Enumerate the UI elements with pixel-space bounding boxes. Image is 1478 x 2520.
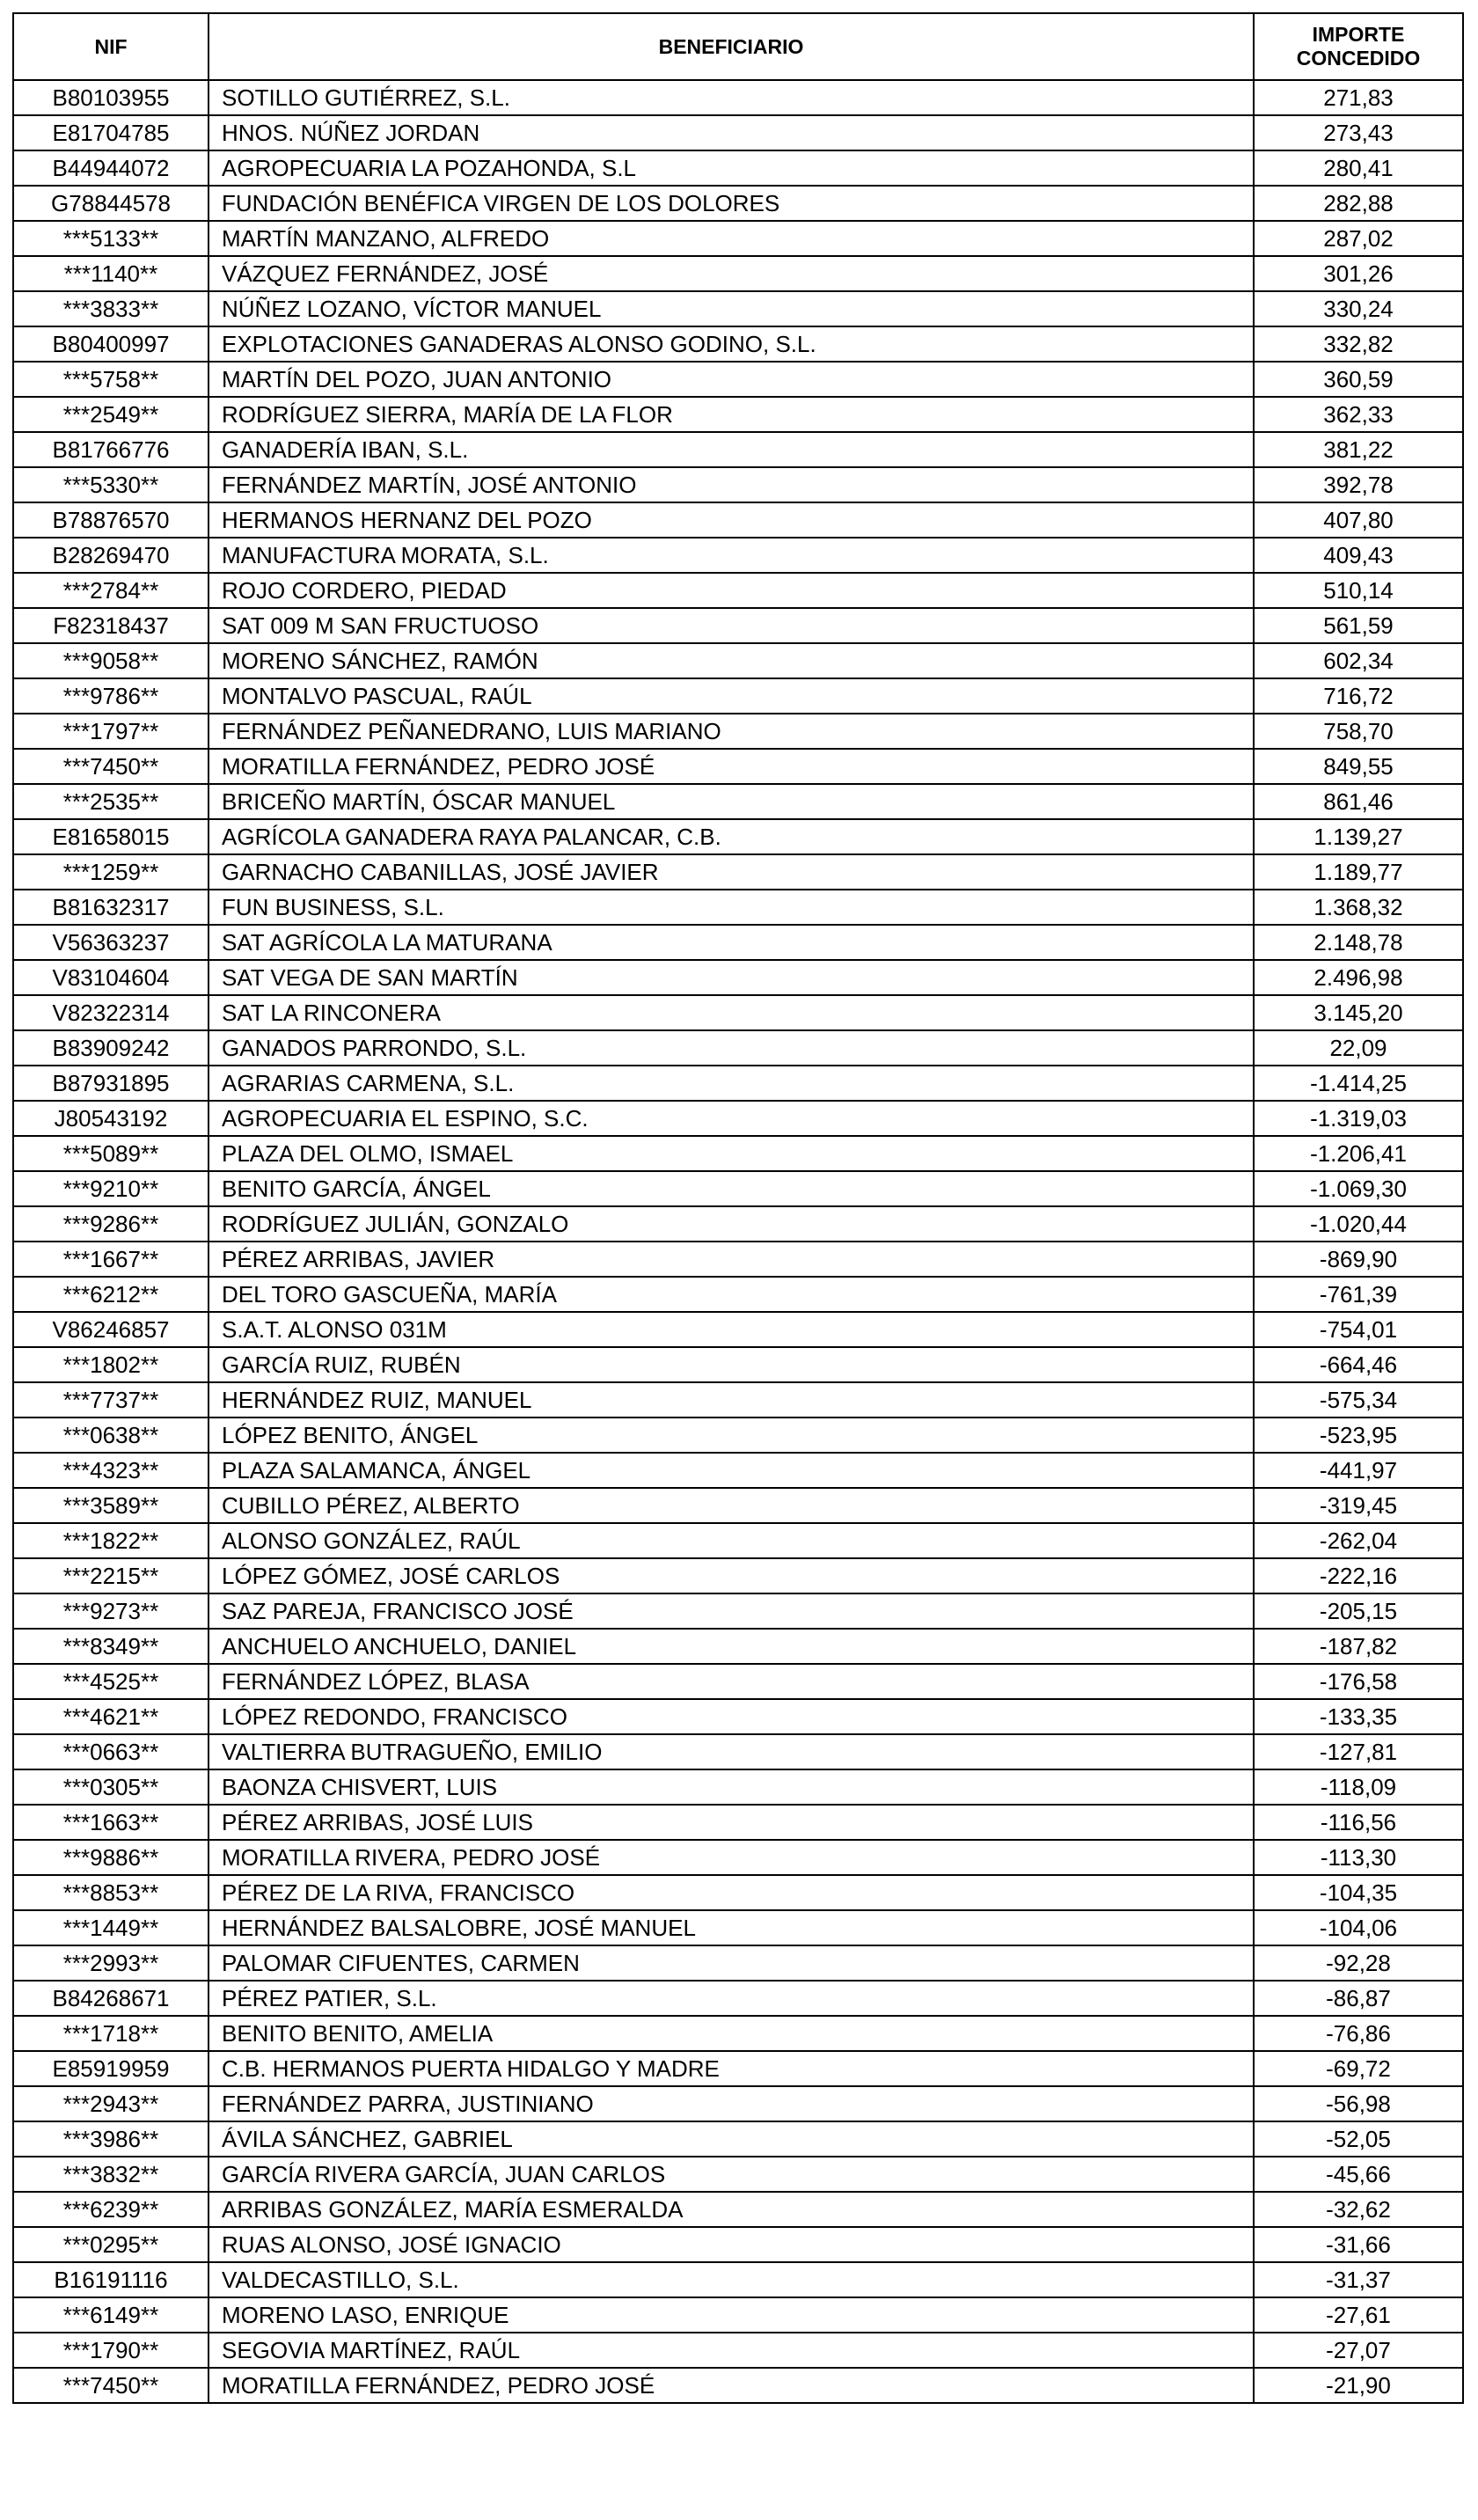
nif-cell: ***5758** bbox=[13, 362, 209, 397]
beneficiario-cell: EXPLOTACIONES GANADERAS ALONSO GODINO, S.L. bbox=[209, 326, 1254, 362]
nif-cell: E81704785 bbox=[13, 115, 209, 150]
beneficiario-cell: FERNÁNDEZ MARTÍN, JOSÉ ANTONIO bbox=[209, 467, 1254, 502]
nif-cell: B81632317 bbox=[13, 890, 209, 925]
importe-cell: 849,55 bbox=[1254, 749, 1463, 784]
nif-cell: V83104604 bbox=[13, 960, 209, 995]
table-row bbox=[13, 1805, 1463, 1840]
importe-cell: -205,15 bbox=[1254, 1593, 1463, 1629]
table-row bbox=[13, 643, 1463, 678]
table-row bbox=[13, 150, 1463, 186]
table-row bbox=[13, 326, 1463, 362]
nif-cell: ***6149** bbox=[13, 2297, 209, 2333]
importe-cell: -1.206,41 bbox=[1254, 1136, 1463, 1171]
importe-cell: -118,09 bbox=[1254, 1769, 1463, 1805]
nif-cell: ***1718** bbox=[13, 2016, 209, 2051]
nif-cell: ***7737** bbox=[13, 1382, 209, 1418]
importe-cell: -664,46 bbox=[1254, 1347, 1463, 1382]
beneficiario-cell: ALONSO GONZÁLEZ, RAÚL bbox=[209, 1523, 1254, 1558]
beneficiario-cell: MORENO SÁNCHEZ, RAMÓN bbox=[209, 643, 1254, 678]
nif-cell: ***9058** bbox=[13, 643, 209, 678]
table-row bbox=[13, 890, 1463, 925]
importe-cell: -56,98 bbox=[1254, 2086, 1463, 2121]
beneficiario-cell: SAZ PAREJA, FRANCISCO JOSÉ bbox=[209, 1593, 1254, 1629]
importe-cell: 3.145,20 bbox=[1254, 995, 1463, 1030]
importe-cell: -116,56 bbox=[1254, 1805, 1463, 1840]
importe-cell: -441,97 bbox=[1254, 1453, 1463, 1488]
table-row bbox=[13, 397, 1463, 432]
nif-cell: ***1449** bbox=[13, 1910, 209, 1945]
beneficiario-cell: ROJO CORDERO, PIEDAD bbox=[209, 573, 1254, 608]
beneficiario-cell: GANADERÍA IBAN, S.L. bbox=[209, 432, 1254, 467]
beneficiaries-table bbox=[12, 12, 1464, 2404]
nif-cell: ***1822** bbox=[13, 1523, 209, 1558]
table-row bbox=[13, 80, 1463, 115]
beneficiario-cell: ANCHUELO ANCHUELO, DANIEL bbox=[209, 1629, 1254, 1664]
beneficiario-cell: GARNACHO CABANILLAS, JOSÉ JAVIER bbox=[209, 854, 1254, 890]
beneficiario-cell: AGROPECUARIA LA POZAHONDA, S.L bbox=[209, 150, 1254, 186]
importe-cell: -27,07 bbox=[1254, 2333, 1463, 2368]
table-row bbox=[13, 925, 1463, 960]
beneficiario-cell: CUBILLO PÉREZ, ALBERTO bbox=[209, 1488, 1254, 1523]
beneficiario-cell: DEL TORO GASCUEÑA, MARÍA bbox=[209, 1277, 1254, 1312]
beneficiario-cell: PÉREZ PATIER, S.L. bbox=[209, 1981, 1254, 2016]
beneficiario-cell: FERNÁNDEZ PARRA, JUSTINIANO bbox=[209, 2086, 1254, 2121]
nif-cell: ***3986** bbox=[13, 2121, 209, 2157]
beneficiario-cell: SAT AGRÍCOLA LA MATURANA bbox=[209, 925, 1254, 960]
nif-cell: ***0295** bbox=[13, 2227, 209, 2262]
importe-cell: -1.020,44 bbox=[1254, 1206, 1463, 1242]
table-row bbox=[13, 2086, 1463, 2121]
nif-cell: ***6239** bbox=[13, 2192, 209, 2227]
beneficiario-cell: LÓPEZ REDONDO, FRANCISCO bbox=[209, 1699, 1254, 1734]
nif-cell: F82318437 bbox=[13, 608, 209, 643]
table-row bbox=[13, 115, 1463, 150]
header-beneficiario: BENEFICIARIO bbox=[209, 13, 1254, 80]
nif-cell: ***5133** bbox=[13, 221, 209, 256]
beneficiario-cell: SAT 009 M SAN FRUCTUOSO bbox=[209, 608, 1254, 643]
beneficiario-cell: GARCÍA RUIZ, RUBÉN bbox=[209, 1347, 1254, 1382]
beneficiario-cell: AGRARIAS CARMENA, S.L. bbox=[209, 1066, 1254, 1101]
importe-cell: -1.069,30 bbox=[1254, 1171, 1463, 1206]
beneficiario-cell: PLAZA SALAMANCA, ÁNGEL bbox=[209, 1453, 1254, 1488]
nif-cell: ***9886** bbox=[13, 1840, 209, 1875]
table-row bbox=[13, 432, 1463, 467]
table-row bbox=[13, 2297, 1463, 2333]
nif-cell: ***1140** bbox=[13, 256, 209, 291]
beneficiario-cell: VÁZQUEZ FERNÁNDEZ, JOSÉ bbox=[209, 256, 1254, 291]
nif-cell: B80103955 bbox=[13, 80, 209, 115]
nif-cell: ***5089** bbox=[13, 1136, 209, 1171]
table-row bbox=[13, 2051, 1463, 2086]
importe-cell: -104,06 bbox=[1254, 1910, 1463, 1945]
nif-cell: ***4323** bbox=[13, 1453, 209, 1488]
nif-cell: ***4621** bbox=[13, 1699, 209, 1734]
beneficiario-cell: S.A.T. ALONSO 031M bbox=[209, 1312, 1254, 1347]
table-row bbox=[13, 2121, 1463, 2157]
importe-cell: -523,95 bbox=[1254, 1418, 1463, 1453]
importe-cell: -32,62 bbox=[1254, 2192, 1463, 2227]
importe-cell: 1.189,77 bbox=[1254, 854, 1463, 890]
beneficiario-cell: MORATILLA FERNÁNDEZ, PEDRO JOSÉ bbox=[209, 749, 1254, 784]
nif-cell: J80543192 bbox=[13, 1101, 209, 1136]
beneficiario-cell: HNOS. NÚÑEZ JORDAN bbox=[209, 115, 1254, 150]
nif-cell: ***7450** bbox=[13, 2368, 209, 2403]
nif-cell: ***1797** bbox=[13, 714, 209, 749]
table-row bbox=[13, 784, 1463, 819]
nif-cell: B78876570 bbox=[13, 502, 209, 538]
importe-cell: -187,82 bbox=[1254, 1629, 1463, 1664]
beneficiario-cell: BENITO BENITO, AMELIA bbox=[209, 2016, 1254, 2051]
importe-cell: 271,83 bbox=[1254, 80, 1463, 115]
table-row bbox=[13, 1664, 1463, 1699]
table-row bbox=[13, 362, 1463, 397]
importe-cell: 287,02 bbox=[1254, 221, 1463, 256]
importe-cell: 381,22 bbox=[1254, 432, 1463, 467]
table-row bbox=[13, 1981, 1463, 2016]
importe-cell: 392,78 bbox=[1254, 467, 1463, 502]
beneficiario-cell: PÉREZ ARRIBAS, JOSÉ LUIS bbox=[209, 1805, 1254, 1840]
nif-cell: ***5330** bbox=[13, 467, 209, 502]
importe-cell: -133,35 bbox=[1254, 1699, 1463, 1734]
beneficiario-cell: MORENO LASO, ENRIQUE bbox=[209, 2297, 1254, 2333]
importe-cell: -262,04 bbox=[1254, 1523, 1463, 1558]
table-row bbox=[13, 291, 1463, 326]
table-row bbox=[13, 1593, 1463, 1629]
document-page bbox=[12, 12, 1462, 2404]
importe-cell: 602,34 bbox=[1254, 643, 1463, 678]
table-row bbox=[13, 1382, 1463, 1418]
importe-cell: -113,30 bbox=[1254, 1840, 1463, 1875]
beneficiario-cell: FUN BUSINESS, S.L. bbox=[209, 890, 1254, 925]
table-row bbox=[13, 1558, 1463, 1593]
importe-cell: 1.368,32 bbox=[1254, 890, 1463, 925]
nif-cell: ***8349** bbox=[13, 1629, 209, 1664]
importe-cell: -76,86 bbox=[1254, 2016, 1463, 2051]
table-row bbox=[13, 1418, 1463, 1453]
beneficiario-cell: BAONZA CHISVERT, LUIS bbox=[209, 1769, 1254, 1805]
beneficiario-cell: MONTALVO PASCUAL, RAÚL bbox=[209, 678, 1254, 714]
nif-cell: ***2535** bbox=[13, 784, 209, 819]
table-row bbox=[13, 1945, 1463, 1981]
table-row bbox=[13, 995, 1463, 1030]
nif-cell: ***1802** bbox=[13, 1347, 209, 1382]
importe-cell: -27,61 bbox=[1254, 2297, 1463, 2333]
importe-cell: -1.319,03 bbox=[1254, 1101, 1463, 1136]
beneficiario-cell: HERNÁNDEZ RUIZ, MANUEL bbox=[209, 1382, 1254, 1418]
nif-cell: ***3589** bbox=[13, 1488, 209, 1523]
nif-cell: ***3833** bbox=[13, 291, 209, 326]
beneficiario-cell: HERNÁNDEZ BALSALOBRE, JOSÉ MANUEL bbox=[209, 1910, 1254, 1945]
nif-cell: V86246857 bbox=[13, 1312, 209, 1347]
table-row bbox=[13, 538, 1463, 573]
importe-cell: 758,70 bbox=[1254, 714, 1463, 749]
table-row bbox=[13, 1523, 1463, 1558]
table-row bbox=[13, 2368, 1463, 2403]
importe-cell: 362,33 bbox=[1254, 397, 1463, 432]
nif-cell: ***1790** bbox=[13, 2333, 209, 2368]
nif-cell: ***9286** bbox=[13, 1206, 209, 1242]
importe-cell: 409,43 bbox=[1254, 538, 1463, 573]
table-row bbox=[13, 2333, 1463, 2368]
nif-cell: G78844578 bbox=[13, 186, 209, 221]
table-row bbox=[13, 1699, 1463, 1734]
nif-cell: B87931895 bbox=[13, 1066, 209, 1101]
table-row bbox=[13, 608, 1463, 643]
header-importe bbox=[1254, 13, 1463, 80]
importe-cell: 282,88 bbox=[1254, 186, 1463, 221]
importe-cell: -754,01 bbox=[1254, 1312, 1463, 1347]
importe-cell: -319,45 bbox=[1254, 1488, 1463, 1523]
nif-cell: ***2943** bbox=[13, 2086, 209, 2121]
nif-cell: ***0305** bbox=[13, 1769, 209, 1805]
nif-cell: ***9786** bbox=[13, 678, 209, 714]
beneficiario-cell: FERNÁNDEZ PEÑANEDRANO, LUIS MARIANO bbox=[209, 714, 1254, 749]
table-row bbox=[13, 678, 1463, 714]
table-row bbox=[13, 1734, 1463, 1769]
table-row bbox=[13, 1629, 1463, 1664]
table-row bbox=[13, 573, 1463, 608]
nif-cell: B81766776 bbox=[13, 432, 209, 467]
nif-cell: ***3832** bbox=[13, 2157, 209, 2192]
importe-cell: -69,72 bbox=[1254, 2051, 1463, 2086]
table-row bbox=[13, 1840, 1463, 1875]
beneficiario-cell: BENITO GARCÍA, ÁNGEL bbox=[209, 1171, 1254, 1206]
nif-cell: V56363237 bbox=[13, 925, 209, 960]
beneficiario-cell: RUAS ALONSO, JOSÉ IGNACIO bbox=[209, 2227, 1254, 2262]
beneficiario-cell: SEGOVIA MARTÍNEZ, RAÚL bbox=[209, 2333, 1254, 2368]
importe-cell: -31,37 bbox=[1254, 2262, 1463, 2297]
nif-cell: ***8853** bbox=[13, 1875, 209, 1910]
table-row bbox=[13, 221, 1463, 256]
table-row bbox=[13, 186, 1463, 221]
table-row bbox=[13, 2227, 1463, 2262]
importe-cell: 2.496,98 bbox=[1254, 960, 1463, 995]
table-row bbox=[13, 467, 1463, 502]
table-row bbox=[13, 714, 1463, 749]
importe-cell: -761,39 bbox=[1254, 1277, 1463, 1312]
nif-cell: ***4525** bbox=[13, 1664, 209, 1699]
nif-cell: B28269470 bbox=[13, 538, 209, 573]
nif-cell: B84268671 bbox=[13, 1981, 209, 2016]
importe-cell: -869,90 bbox=[1254, 1242, 1463, 1277]
importe-cell: -86,87 bbox=[1254, 1981, 1463, 2016]
beneficiario-cell: RODRÍGUEZ JULIÁN, GONZALO bbox=[209, 1206, 1254, 1242]
table-row bbox=[13, 1206, 1463, 1242]
beneficiario-cell: LÓPEZ GÓMEZ, JOSÉ CARLOS bbox=[209, 1558, 1254, 1593]
beneficiario-cell: C.B. HERMANOS PUERTA HIDALGO Y MADRE bbox=[209, 2051, 1254, 2086]
beneficiario-cell: AGROPECUARIA EL ESPINO, S.C. bbox=[209, 1101, 1254, 1136]
table-body bbox=[13, 80, 1463, 2403]
beneficiario-cell: PLAZA DEL OLMO, ISMAEL bbox=[209, 1136, 1254, 1171]
importe-cell: -21,90 bbox=[1254, 2368, 1463, 2403]
beneficiario-cell: MORATILLA FERNÁNDEZ, PEDRO JOSÉ bbox=[209, 2368, 1254, 2403]
table-row bbox=[13, 1910, 1463, 1945]
beneficiario-cell: BRICEÑO MARTÍN, ÓSCAR MANUEL bbox=[209, 784, 1254, 819]
beneficiario-cell: LÓPEZ BENITO, ÁNGEL bbox=[209, 1418, 1254, 1453]
nif-cell: ***0638** bbox=[13, 1418, 209, 1453]
table-row bbox=[13, 1136, 1463, 1171]
importe-cell: -104,35 bbox=[1254, 1875, 1463, 1910]
nif-cell: ***6212** bbox=[13, 1277, 209, 1312]
nif-cell: B16191116 bbox=[13, 2262, 209, 2297]
table-row bbox=[13, 854, 1463, 890]
beneficiario-cell: SAT LA RINCONERA bbox=[209, 995, 1254, 1030]
importe-cell: 861,46 bbox=[1254, 784, 1463, 819]
beneficiario-cell: MARTÍN MANZANO, ALFREDO bbox=[209, 221, 1254, 256]
header-importe-line1: IMPORTE bbox=[1312, 23, 1405, 46]
nif-cell: ***0663** bbox=[13, 1734, 209, 1769]
importe-cell: 332,82 bbox=[1254, 326, 1463, 362]
importe-cell: -222,16 bbox=[1254, 1558, 1463, 1593]
importe-cell: 360,59 bbox=[1254, 362, 1463, 397]
nif-cell: ***1663** bbox=[13, 1805, 209, 1840]
importe-cell: 280,41 bbox=[1254, 150, 1463, 186]
table-row bbox=[13, 2262, 1463, 2297]
beneficiario-cell: GANADOS PARRONDO, S.L. bbox=[209, 1030, 1254, 1066]
table-row bbox=[13, 502, 1463, 538]
table-header bbox=[13, 13, 1463, 80]
importe-cell: 561,59 bbox=[1254, 608, 1463, 643]
importe-cell: 273,43 bbox=[1254, 115, 1463, 150]
importe-cell: -1.414,25 bbox=[1254, 1066, 1463, 1101]
nif-cell: V82322314 bbox=[13, 995, 209, 1030]
beneficiario-cell: SOTILLO GUTIÉRREZ, S.L. bbox=[209, 80, 1254, 115]
table-row bbox=[13, 1453, 1463, 1488]
nif-cell: ***7450** bbox=[13, 749, 209, 784]
table-row bbox=[13, 1242, 1463, 1277]
nif-cell: ***2993** bbox=[13, 1945, 209, 1981]
beneficiario-cell: MARTÍN DEL POZO, JUAN ANTONIO bbox=[209, 362, 1254, 397]
table-row bbox=[13, 819, 1463, 854]
table-row bbox=[13, 960, 1463, 995]
beneficiario-cell: PALOMAR CIFUENTES, CARMEN bbox=[209, 1945, 1254, 1981]
importe-cell: -176,58 bbox=[1254, 1664, 1463, 1699]
table-row bbox=[13, 1101, 1463, 1136]
table-row bbox=[13, 1066, 1463, 1101]
beneficiario-cell: RODRÍGUEZ SIERRA, MARÍA DE LA FLOR bbox=[209, 397, 1254, 432]
nif-cell: B44944072 bbox=[13, 150, 209, 186]
nif-cell: ***2784** bbox=[13, 573, 209, 608]
nif-cell: ***1259** bbox=[13, 854, 209, 890]
table-row bbox=[13, 1488, 1463, 1523]
table-row bbox=[13, 2016, 1463, 2051]
nif-cell: ***2215** bbox=[13, 1558, 209, 1593]
importe-cell: -31,66 bbox=[1254, 2227, 1463, 2262]
beneficiario-cell: MORATILLA RIVERA, PEDRO JOSÉ bbox=[209, 1840, 1254, 1875]
table-row bbox=[13, 1769, 1463, 1805]
nif-cell: ***9273** bbox=[13, 1593, 209, 1629]
table-row bbox=[13, 1171, 1463, 1206]
beneficiario-cell: ARRIBAS GONZÁLEZ, MARÍA ESMERALDA bbox=[209, 2192, 1254, 2227]
importe-cell: -575,34 bbox=[1254, 1382, 1463, 1418]
beneficiario-cell: ÁVILA SÁNCHEZ, GABRIEL bbox=[209, 2121, 1254, 2157]
beneficiario-cell: PÉREZ DE LA RIVA, FRANCISCO bbox=[209, 1875, 1254, 1910]
importe-cell: 407,80 bbox=[1254, 502, 1463, 538]
nif-cell: ***1667** bbox=[13, 1242, 209, 1277]
beneficiario-cell: FUNDACIÓN BENÉFICA VIRGEN DE LOS DOLORES bbox=[209, 186, 1254, 221]
importe-cell: -92,28 bbox=[1254, 1945, 1463, 1981]
beneficiario-cell: SAT VEGA DE SAN MARTÍN bbox=[209, 960, 1254, 995]
importe-cell: 301,26 bbox=[1254, 256, 1463, 291]
beneficiario-cell: NÚÑEZ LOZANO, VÍCTOR MANUEL bbox=[209, 291, 1254, 326]
table-row bbox=[13, 2192, 1463, 2227]
table-row bbox=[13, 1312, 1463, 1347]
nif-cell: E85919959 bbox=[13, 2051, 209, 2086]
table-row bbox=[13, 1277, 1463, 1312]
beneficiario-cell: HERMANOS HERNANZ DEL POZO bbox=[209, 502, 1254, 538]
nif-cell: ***2549** bbox=[13, 397, 209, 432]
table-row bbox=[13, 1875, 1463, 1910]
nif-cell: B80400997 bbox=[13, 326, 209, 362]
nif-cell: ***9210** bbox=[13, 1171, 209, 1206]
nif-cell: B83909242 bbox=[13, 1030, 209, 1066]
beneficiario-cell: AGRÍCOLA GANADERA RAYA PALANCAR, C.B. bbox=[209, 819, 1254, 854]
header-row bbox=[13, 13, 1463, 80]
beneficiario-cell: MANUFACTURA MORATA, S.L. bbox=[209, 538, 1254, 573]
importe-cell: 22,09 bbox=[1254, 1030, 1463, 1066]
table-row bbox=[13, 256, 1463, 291]
importe-cell: -127,81 bbox=[1254, 1734, 1463, 1769]
beneficiario-cell: GARCÍA RIVERA GARCÍA, JUAN CARLOS bbox=[209, 2157, 1254, 2192]
importe-cell: 1.139,27 bbox=[1254, 819, 1463, 854]
importe-cell: -52,05 bbox=[1254, 2121, 1463, 2157]
importe-cell: 330,24 bbox=[1254, 291, 1463, 326]
header-importe-line2: CONCEDIDO bbox=[1296, 47, 1421, 70]
importe-cell: 716,72 bbox=[1254, 678, 1463, 714]
importe-cell: 2.148,78 bbox=[1254, 925, 1463, 960]
table-row bbox=[13, 2157, 1463, 2192]
table-row bbox=[13, 749, 1463, 784]
beneficiario-cell: PÉREZ ARRIBAS, JAVIER bbox=[209, 1242, 1254, 1277]
beneficiario-cell: VALDECASTILLO, S.L. bbox=[209, 2262, 1254, 2297]
table-row bbox=[13, 1347, 1463, 1382]
beneficiario-cell: FERNÁNDEZ LÓPEZ, BLASA bbox=[209, 1664, 1254, 1699]
header-nif: NIF bbox=[13, 13, 209, 80]
table-row bbox=[13, 1030, 1463, 1066]
importe-cell: -45,66 bbox=[1254, 2157, 1463, 2192]
beneficiario-cell: VALTIERRA BUTRAGUEÑO, EMILIO bbox=[209, 1734, 1254, 1769]
importe-cell: 510,14 bbox=[1254, 573, 1463, 608]
nif-cell: E81658015 bbox=[13, 819, 209, 854]
